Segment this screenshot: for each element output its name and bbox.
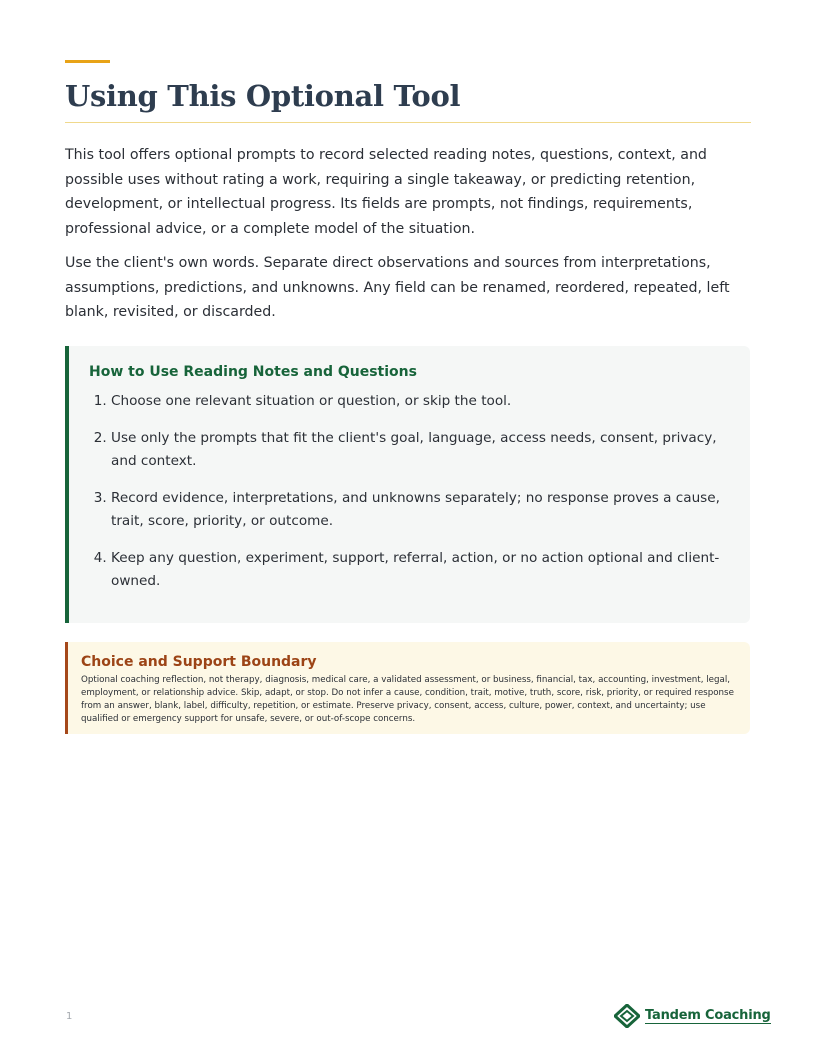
list-item: 4. Keep any question, experiment, support, referral, action, or no action optional and client-owned. — [111, 547, 730, 593]
how-to-use-callout — [65, 346, 750, 623]
list-item: 2. Use only the prompts that fit the client's goal, language, access needs, consent, privacy, and context. — [111, 427, 730, 473]
intro-paragraph: This tool offers optional prompts to record selected reading notes, questions, context, and possible uses without rating a work, requiring a single takeaway, or predicting retention, development, or intellectual progress. Its fields are prompts, not findings, requirements, professional advice, or a complete model of the situation. — [65, 147, 707, 237]
page-title: Using This Optional Tool — [65, 79, 461, 113]
page-number: 1 — [66, 1011, 73, 1022]
diamond-logo-icon — [614, 1004, 640, 1028]
brand-logo — [614, 1004, 771, 1028]
intro-paragraph: Use the client's own words. Separate direct observations and sources from interpretations, assumptions, predictions, and unknowns. Any field can be renamed, reordered, repeated, left blank, revisited, or discarded. — [65, 255, 730, 320]
brand-name: Tandem Coaching — [645, 1008, 771, 1023]
steps-list — [89, 390, 730, 593]
support-boundary-callout — [65, 642, 750, 734]
intro-section — [65, 143, 755, 335]
boundary-title: Choice and Support Boundary — [81, 654, 317, 670]
list-item: 3. Record evidence, interpretations, and unknowns separately; no response proves a cause, trait, score, priority, or outcome. — [111, 487, 730, 533]
callout-title: How to Use Reading Notes and Questions — [89, 364, 417, 380]
title-accent-bar — [65, 60, 110, 63]
title-divider — [65, 122, 751, 123]
list-item: 1. Choose one relevant situation or question, or skip the tool. — [111, 390, 730, 413]
boundary-text: Optional coaching reflection, not therapy, diagnosis, medical care, a validated assessment, or business, financial, tax, accounting, investment, legal, employment, or relationship advice. Skip, adapt, or stop. Do not infer a cause, condition, trait, motive, truth, score, risk, priority, or required response from an answer, blank, label, difficulty, repetition, or estimate. Preserve privacy, consent, access, culture, power, context, and uncertainty; use qualified or emergency support for unsafe, severe, or out-of-scope concerns. — [81, 675, 734, 724]
